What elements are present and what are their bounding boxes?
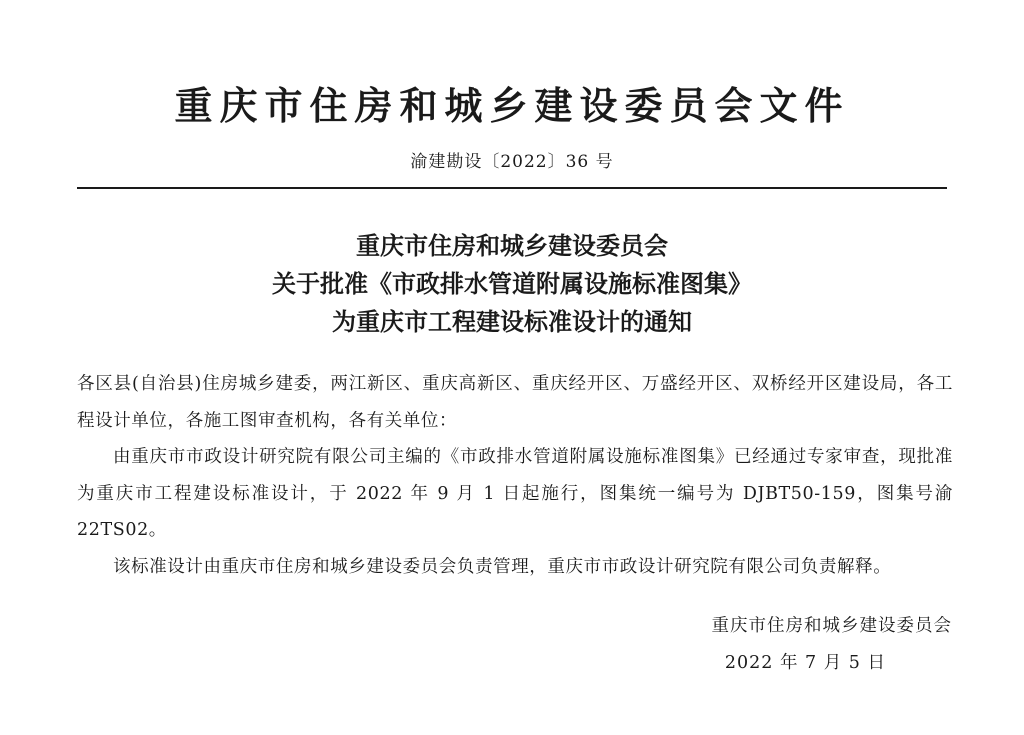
body-paragraph-1: 由重庆市市政设计研究院有限公司主编的《市政排水管道附属设施标准图集》已经通过专家审查，现批准为重庆市工程建设标准设计，于 2022 年 9 月 1 日起施行，图集统一编号为 DJBT50-159，图集号渝 22TS02。 bbox=[77, 447, 953, 540]
notice-body bbox=[77, 366, 953, 585]
addressee: 各区县(自治县)住房城乡建委，两江新区、重庆高新区、重庆经开区、万盛经开区、双桥经开区建设局，各工程设计单位，各施工图审查机构，各有关单位： bbox=[77, 374, 953, 431]
document-header-title: 重庆市住房和城乡建设委员会文件 bbox=[174, 83, 850, 128]
document-number: 渝建勘设〔2022〕36 号 bbox=[410, 152, 614, 172]
signature-date: 2022 年 7 月 5 日 bbox=[724, 653, 886, 673]
header-divider bbox=[77, 187, 947, 189]
signature-organization: 重庆市住房和城乡建设委员会 bbox=[711, 616, 952, 636]
body-paragraph-2: 该标准设计由重庆市住房和城乡建设委员会负责管理，重庆市市政设计研究院有限公司负责解释。 bbox=[113, 556, 892, 577]
notice-title-line-2: 关于批准《市政排水管道附属设施标准图集》 bbox=[272, 270, 752, 298]
notice-title bbox=[0, 227, 1024, 341]
notice-title-line-3: 为重庆市工程建设标准设计的通知 bbox=[332, 308, 692, 336]
notice-title-line-1: 重庆市住房和城乡建设委员会 bbox=[356, 232, 668, 260]
